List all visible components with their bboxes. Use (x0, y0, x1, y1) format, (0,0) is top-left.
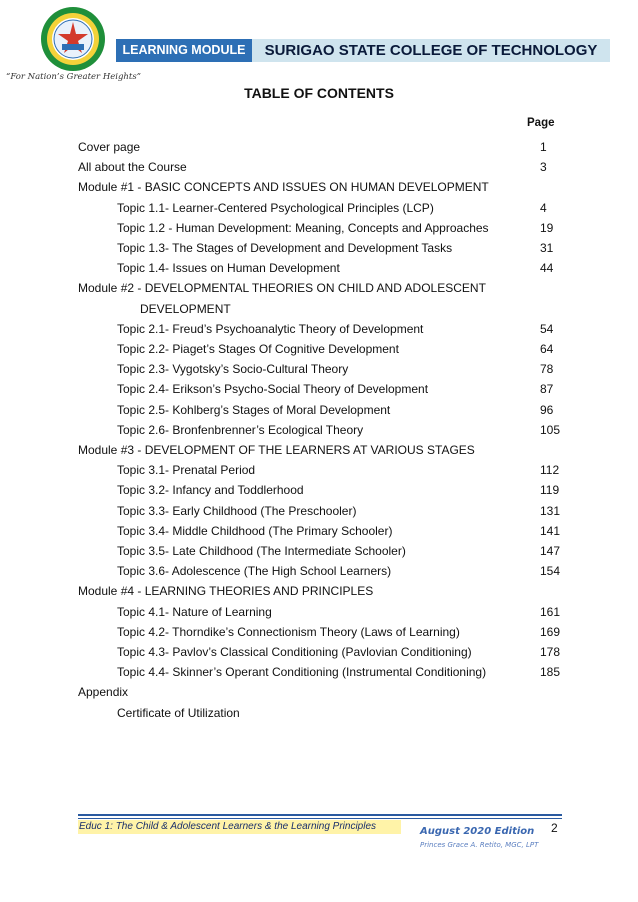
toc-entry-page: 44 (540, 261, 554, 276)
toc-entry-label: Certificate of Utilization (117, 705, 240, 720)
toc-entry-page: 78 (540, 362, 554, 377)
toc-entry-page: 96 (540, 402, 554, 417)
toc-entry-label: Topic 1.4- Issues on Human Development (117, 261, 340, 276)
toc-entry-label: Topic 3.3- Early Childhood (The Preschooler) (117, 503, 357, 518)
footer-rule-thick (78, 814, 562, 816)
toc-entry-label: Topic 4.1- Nature of Learning (117, 604, 272, 619)
toc-entry-label: Topic 3.5- Late Childhood (The Intermediate Schooler) (117, 544, 406, 558)
toc-entry-page: 147 (540, 544, 561, 558)
toc-entry-page: 4 (540, 200, 547, 215)
toc-entry-label: Topic 1.2 - Human Development: Meaning, Concepts and Approaches (117, 220, 489, 235)
footer-edition: August 2020 Edition (420, 826, 535, 837)
toc-entry-label: Module #3 - DEVELOPMENT OF THE LEARNERS AT VARIOUS STAGES (78, 443, 475, 457)
toc-entry-page: 112 (540, 463, 560, 478)
footer-course-title: Educ 1: The Child & Adolescent Learners & the Learning Principles (78, 820, 401, 834)
toc-entry-label: Topic 2.3- Vygotsky’s Socio-Cultural Theory (117, 362, 349, 377)
toc-entry-label: Module #1 - BASIC CONCEPTS AND ISSUES ON HUMAN DEVELOPMENT (78, 180, 489, 195)
toc-entry-label: All about the Course (78, 160, 187, 175)
toc-entry-label: Topic 1.1- Learner-Centered Psychological Principles (LCP) (117, 200, 434, 215)
college-seal-icon (40, 6, 106, 72)
toc-entry-page: 19 (540, 220, 554, 235)
toc-entry-label: Appendix (78, 685, 129, 700)
toc-entry-label: DEVELOPMENT (140, 301, 231, 316)
toc-entry-page: 161 (540, 604, 561, 619)
toc-entry-label: Topic 3.4- Middle Childhood (The Primary Schooler) (117, 523, 393, 538)
toc-entry-page: 141 (540, 523, 561, 538)
toc-entry-page: 31 (540, 241, 554, 255)
toc-entry-label: Topic 2.2- Piaget’s Stages Of Cognitive Development (117, 342, 399, 356)
toc-entry-label: Topic 2.4- Erikson’s Psycho-Social Theory of Development (117, 382, 429, 397)
learning-module-label: LEARNING MODULE (116, 39, 252, 62)
toc-entry-label: Topic 2.5- Kohlberg’s Stages of Moral Development (117, 402, 391, 417)
toc-entry-page: 3 (540, 160, 547, 175)
toc-entry-page: 64 (540, 342, 554, 356)
toc-title-text: TABLE OF CONTENTS (244, 85, 394, 101)
toc-entry-page: 154 (540, 564, 561, 579)
toc-entry-page: 105 (540, 422, 561, 437)
toc-entry-label: Cover page (78, 140, 141, 154)
footer-rule-thin (78, 818, 562, 819)
toc-entry-label: Topic 4.3- Pavlov’s Classical Conditioning (Pavlovian Conditioning) (117, 645, 472, 659)
page-number: 2 (551, 821, 558, 835)
toc-entry-page: 87 (540, 382, 554, 397)
toc-title (0, 85, 638, 101)
toc-entry-page: 178 (540, 645, 561, 659)
toc-entry-page: 169 (540, 624, 561, 639)
college-name: SURIGAO STATE COLLEGE OF TECHNOLOGY (252, 39, 610, 62)
toc-entry-page: 54 (540, 321, 554, 336)
toc-entry-label: Topic 4.2- Thorndike’s Connectionism Theory (Laws of Learning) (117, 624, 460, 639)
toc-entry-page: 131 (540, 503, 561, 518)
toc-entry-label: Topic 1.3- The Stages of Development and Development Tasks (117, 241, 453, 255)
footer-author: Princes Grace A. Retito, MGC, LPT (420, 841, 539, 849)
toc-entry-page: 119 (540, 483, 560, 498)
toc-entry-label: Topic 2.6- Bronfenbrenner’s Ecological Theory (117, 422, 364, 437)
toc-entry-label: Module #4 - LEARNING THEORIES AND PRINCIPLES (78, 584, 374, 599)
page-column-header: Page (527, 117, 555, 129)
toc-entry-label: Topic 3.1- Prenatal Period (117, 463, 256, 478)
toc-entry-label: Topic 3.2- Infancy and Toddlerhood (117, 483, 304, 498)
toc-entry-label: Module #2 - DEVELOPMENTAL THEORIES ON CHILD AND ADOLESCENT (78, 281, 486, 296)
toc-entry-label: Topic 4.4- Skinner’s Operant Conditioning (Instrumental Conditioning) (117, 665, 487, 680)
toc-entry-page: 1 (540, 140, 547, 154)
toc-entry-page: 185 (540, 665, 561, 680)
college-motto: “For Nation’s Greater Heights” (6, 72, 142, 82)
toc-entry-label: Topic 2.1- Freud’s Psychoanalytic Theory of Development (117, 321, 424, 336)
toc-entry-label: Topic 3.6- Adolescence (The High School Learners) (117, 564, 392, 579)
